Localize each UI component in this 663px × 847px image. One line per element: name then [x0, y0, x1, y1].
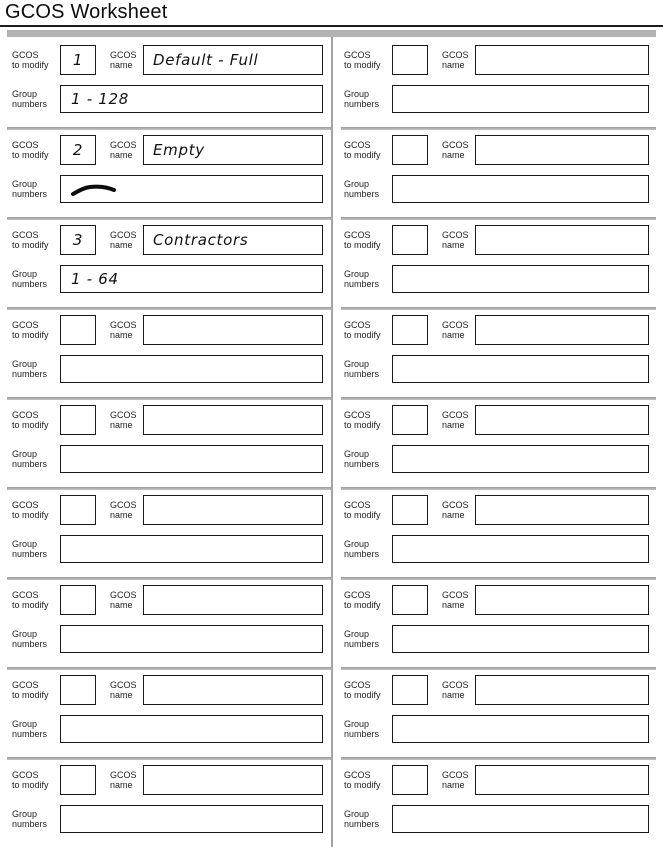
gcos-to-modify-label-line2: to modify — [12, 330, 49, 340]
gcos-name-label-line1: GCOS — [442, 590, 469, 600]
gcos-to-modify-label — [12, 140, 60, 160]
gcos-to-modify-label-line1: GCOS — [344, 140, 371, 150]
gcos-entry-block — [12, 307, 323, 397]
group-numbers-label-line2: numbers — [344, 549, 380, 559]
group-numbers-label — [12, 629, 60, 649]
page-title: GCOS Worksheet — [5, 1, 168, 23]
gcos-name-field[interactable] — [475, 495, 649, 525]
gcos-name-field[interactable] — [143, 675, 323, 705]
gcos-name-label — [110, 410, 143, 430]
gcos-entry-block — [12, 577, 323, 667]
gcos-to-modify-label — [344, 140, 392, 160]
gcos-name-label-line2: name — [110, 780, 133, 790]
group-numbers-field[interactable] — [392, 535, 649, 563]
gcos-name-label-line1: GCOS — [442, 500, 469, 510]
gcos-to-modify-label-line1: GCOS — [344, 680, 371, 690]
gcos-entry-block — [344, 307, 649, 397]
row-separator — [341, 307, 656, 310]
gcos-to-modify-label-line1: GCOS — [12, 590, 39, 600]
gcos-name-label-line1: GCOS — [442, 770, 469, 780]
group-numbers-field[interactable] — [60, 265, 323, 293]
group-numbers-value: 1 - 128 — [71, 90, 130, 108]
group-numbers-value: 1 - 64 — [71, 270, 119, 288]
group-numbers-label-line1: Group — [344, 359, 370, 369]
gcos-to-modify-field[interactable] — [60, 225, 96, 255]
gcos-name-label-line2: name — [442, 600, 465, 610]
group-numbers-field[interactable] — [392, 355, 649, 383]
group-numbers-label — [344, 629, 392, 649]
group-numbers-field[interactable] — [392, 85, 649, 113]
group-numbers-label — [12, 179, 60, 199]
row-separator — [7, 577, 331, 580]
gcos-name-label-line2: name — [442, 150, 465, 160]
group-numbers-label — [344, 809, 392, 829]
gcos-name-label — [442, 410, 475, 430]
gcos-name-label-line1: GCOS — [442, 140, 469, 150]
gcos-to-modify-label-line1: GCOS — [12, 320, 39, 330]
gcos-to-modify-label-line2: to modify — [12, 780, 49, 790]
gcos-name-label-line1: GCOS — [442, 680, 469, 690]
group-numbers-label-line2: numbers — [344, 729, 380, 739]
gcos-name-field[interactable] — [143, 315, 323, 345]
gcos-entry-block — [12, 397, 323, 487]
gcos-to-modify-label-line1: GCOS — [12, 770, 39, 780]
gcos-to-modify-label-line2: to modify — [344, 600, 381, 610]
gcos-name-field[interactable] — [143, 495, 323, 525]
group-numbers-label — [12, 359, 60, 379]
gcos-name-field[interactable] — [475, 765, 649, 795]
gcos-name-field[interactable] — [143, 765, 323, 795]
gcos-to-modify-label — [12, 50, 60, 70]
gcos-to-modify-label-line2: to modify — [12, 600, 49, 610]
worksheet-right-column — [333, 37, 663, 847]
group-numbers-label — [12, 809, 60, 829]
group-numbers-label-line2: numbers — [344, 99, 380, 109]
group-numbers-field[interactable] — [60, 715, 323, 743]
row-separator — [7, 667, 331, 670]
gcos-name-label — [442, 770, 475, 790]
group-numbers-label-line1: Group — [344, 179, 370, 189]
gcos-to-modify-label — [344, 770, 392, 790]
gcos-name-label-line1: GCOS — [110, 50, 137, 60]
group-numbers-label — [12, 539, 60, 559]
gcos-name-label-line1: GCOS — [110, 230, 137, 240]
group-numbers-field[interactable] — [60, 445, 323, 473]
gcos-name-label — [110, 770, 143, 790]
gcos-name-label-line2: name — [110, 330, 133, 340]
group-numbers-field[interactable] — [60, 535, 323, 563]
row-separator — [341, 757, 656, 760]
gcos-to-modify-label-line2: to modify — [344, 330, 381, 340]
gcos-to-modify-field[interactable] — [60, 585, 96, 615]
group-numbers-label-line1: Group — [12, 179, 38, 189]
gcos-name-label-line1: GCOS — [110, 770, 137, 780]
gcos-to-modify-value: 1 — [72, 51, 84, 69]
gcos-to-modify-value: 3 — [72, 231, 84, 249]
gcos-name-label — [442, 590, 475, 610]
gcos-entry-block — [12, 127, 323, 217]
gcos-to-modify-label-line1: GCOS — [12, 140, 39, 150]
gcos-name-field[interactable] — [475, 315, 649, 345]
gcos-to-modify-field[interactable] — [392, 135, 428, 165]
gcos-name-label-line2: name — [442, 690, 465, 700]
group-numbers-label — [344, 359, 392, 379]
gcos-entry-block — [344, 217, 649, 307]
gcos-name-label-line1: GCOS — [110, 320, 137, 330]
group-numbers-field[interactable] — [392, 805, 649, 833]
group-numbers-field[interactable] — [392, 625, 649, 653]
gcos-name-label-line1: GCOS — [442, 230, 469, 240]
group-numbers-label-line2: numbers — [344, 369, 380, 379]
group-numbers-label-line2: numbers — [12, 459, 48, 469]
group-numbers-label-line2: numbers — [12, 369, 48, 379]
gcos-name-label — [442, 320, 475, 340]
gcos-name-field[interactable] — [475, 675, 649, 705]
gcos-to-modify-label-line1: GCOS — [12, 680, 39, 690]
gcos-to-modify-label-line2: to modify — [12, 240, 49, 250]
gcos-name-label — [110, 140, 143, 160]
gcos-to-modify-field[interactable] — [392, 45, 428, 75]
gcos-to-modify-label-line1: GCOS — [12, 230, 39, 240]
gcos-name-label-line2: name — [442, 420, 465, 430]
group-numbers-label-line1: Group — [12, 359, 38, 369]
group-numbers-label — [12, 269, 60, 289]
group-numbers-field[interactable] — [60, 805, 323, 833]
gcos-to-modify-field[interactable] — [392, 585, 428, 615]
group-numbers-label — [344, 179, 392, 199]
gcos-to-modify-label — [12, 770, 60, 790]
group-numbers-label-line2: numbers — [344, 459, 380, 469]
gcos-name-label — [442, 140, 475, 160]
group-numbers-label-line2: numbers — [344, 819, 380, 829]
row-separator — [341, 217, 656, 220]
group-numbers-label-line1: Group — [12, 539, 38, 549]
gcos-name-label — [110, 590, 143, 610]
group-numbers-label-line2: numbers — [12, 639, 48, 649]
gcos-name-label-line2: name — [110, 420, 133, 430]
gcos-name-label-line2: name — [110, 600, 133, 610]
gcos-to-modify-label — [344, 680, 392, 700]
gcos-name-label-line2: name — [110, 510, 133, 520]
row-separator — [7, 217, 331, 220]
gcos-entry-block — [344, 127, 649, 217]
group-numbers-label — [344, 89, 392, 109]
group-numbers-label-line1: Group — [12, 629, 38, 639]
gcos-to-modify-label-line1: GCOS — [12, 50, 39, 60]
gcos-to-modify-label-line1: GCOS — [344, 410, 371, 420]
worksheet-left-column — [0, 37, 331, 847]
group-numbers-label-line1: Group — [344, 629, 370, 639]
gcos-to-modify-label — [344, 230, 392, 250]
gcos-entry-block — [344, 487, 649, 577]
gcos-name-label — [110, 680, 143, 700]
group-numbers-label — [12, 89, 60, 109]
gcos-to-modify-value: 2 — [72, 141, 84, 159]
gcos-to-modify-label — [12, 590, 60, 610]
gcos-name-value: Default - Full — [153, 51, 259, 69]
gcos-entry-block — [344, 577, 649, 667]
gcos-to-modify-label-line1: GCOS — [344, 590, 371, 600]
gcos-name-label-line2: name — [442, 510, 465, 520]
gcos-to-modify-label-line1: GCOS — [344, 230, 371, 240]
gcos-to-modify-label — [12, 230, 60, 250]
row-separator — [7, 487, 331, 490]
group-numbers-label-line2: numbers — [12, 549, 48, 559]
group-numbers-label-line1: Group — [12, 89, 38, 99]
gcos-to-modify-field[interactable] — [392, 225, 428, 255]
gcos-name-label — [442, 50, 475, 70]
gcos-name-label — [442, 230, 475, 250]
group-numbers-field[interactable] — [60, 85, 323, 113]
group-numbers-label-line1: Group — [344, 269, 370, 279]
group-numbers-label-line1: Group — [344, 89, 370, 99]
gcos-name-field[interactable] — [475, 135, 649, 165]
gcos-name-label-line2: name — [442, 780, 465, 790]
group-numbers-field[interactable] — [392, 265, 649, 293]
gcos-entry-block — [12, 757, 323, 847]
gcos-name-label-line1: GCOS — [442, 320, 469, 330]
worksheet-grid — [0, 37, 663, 847]
gcos-name-label-line1: GCOS — [442, 50, 469, 60]
group-numbers-field[interactable] — [392, 715, 649, 743]
gcos-to-modify-label-line2: to modify — [344, 780, 381, 790]
row-separator — [341, 667, 656, 670]
gcos-to-modify-label-line1: GCOS — [344, 50, 371, 60]
group-numbers-label-line1: Group — [12, 719, 38, 729]
gcos-name-field[interactable] — [143, 225, 323, 255]
gcos-name-label-line1: GCOS — [110, 410, 137, 420]
gcos-to-modify-label-line1: GCOS — [344, 770, 371, 780]
gcos-name-value: Contractors — [153, 231, 249, 249]
title-underline — [0, 25, 663, 27]
group-numbers-label-line2: numbers — [12, 189, 48, 199]
group-numbers-label — [344, 449, 392, 469]
gcos-name-value: Empty — [153, 141, 205, 159]
gcos-name-label-line1: GCOS — [110, 590, 137, 600]
gcos-entry-block — [12, 217, 323, 307]
row-separator — [7, 307, 331, 310]
gcos-name-field[interactable] — [143, 405, 323, 435]
gcos-name-label — [110, 50, 143, 70]
gcos-name-field[interactable] — [475, 225, 649, 255]
gcos-name-label — [442, 500, 475, 520]
row-separator — [7, 757, 331, 760]
group-numbers-label-line1: Group — [344, 719, 370, 729]
gcos-name-label-line2: name — [110, 240, 133, 250]
group-numbers-label-line1: Group — [344, 809, 370, 819]
gcos-to-modify-label-line1: GCOS — [344, 320, 371, 330]
gcos-name-label-line1: GCOS — [110, 500, 137, 510]
group-numbers-label-line2: numbers — [12, 279, 48, 289]
gcos-to-modify-label — [344, 590, 392, 610]
gcos-to-modify-field[interactable] — [60, 675, 96, 705]
group-numbers-label — [344, 269, 392, 289]
gcos-to-modify-field[interactable] — [60, 405, 96, 435]
gcos-name-label-line2: name — [442, 330, 465, 340]
gcos-name-label — [442, 680, 475, 700]
group-numbers-label-line1: Group — [12, 449, 38, 459]
gcos-entry-block — [344, 667, 649, 757]
gcos-name-field[interactable] — [475, 585, 649, 615]
group-numbers-label-line2: numbers — [12, 819, 48, 829]
group-numbers-label-line2: numbers — [344, 279, 380, 289]
group-numbers-field[interactable] — [60, 175, 323, 203]
row-separator — [341, 127, 656, 130]
gcos-name-label — [110, 230, 143, 250]
group-numbers-label — [344, 719, 392, 739]
group-numbers-label-line2: numbers — [344, 639, 380, 649]
group-numbers-field[interactable] — [392, 445, 649, 473]
gcos-to-modify-field[interactable] — [60, 45, 96, 75]
gcos-name-label-line2: name — [110, 690, 133, 700]
gcos-to-modify-field[interactable] — [392, 315, 428, 345]
row-separator — [341, 397, 656, 400]
gcos-to-modify-label-line2: to modify — [12, 690, 49, 700]
gcos-to-modify-field[interactable] — [60, 135, 96, 165]
gcos-to-modify-label-line2: to modify — [12, 150, 49, 160]
gcos-to-modify-label — [344, 50, 392, 70]
group-numbers-label — [12, 449, 60, 469]
gcos-to-modify-label — [12, 410, 60, 430]
gcos-name-label — [110, 320, 143, 340]
scribble-mark — [71, 183, 117, 197]
gcos-to-modify-field[interactable] — [60, 315, 96, 345]
gcos-to-modify-field[interactable] — [392, 675, 428, 705]
group-numbers-label-line2: numbers — [12, 99, 48, 109]
group-numbers-label — [344, 539, 392, 559]
gcos-name-label-line1: GCOS — [110, 140, 137, 150]
gcos-to-modify-label-line2: to modify — [344, 60, 381, 70]
gcos-to-modify-field[interactable] — [392, 765, 428, 795]
gcos-to-modify-label-line2: to modify — [344, 420, 381, 430]
gcos-entry-block — [12, 487, 323, 577]
gcos-name-label-line2: name — [442, 240, 465, 250]
gcos-to-modify-label-line2: to modify — [344, 150, 381, 160]
gcos-to-modify-label — [344, 410, 392, 430]
gcos-name-label-line2: name — [110, 60, 133, 70]
gcos-to-modify-label — [12, 320, 60, 340]
gcos-entry-block — [344, 757, 649, 847]
gcos-entry-block — [344, 397, 649, 487]
gcos-name-field[interactable] — [475, 45, 649, 75]
top-divider-bar — [7, 30, 656, 37]
group-numbers-label-line1: Group — [12, 269, 38, 279]
group-numbers-label-line1: Group — [344, 539, 370, 549]
gcos-to-modify-field[interactable] — [392, 495, 428, 525]
gcos-name-label-line1: GCOS — [442, 410, 469, 420]
gcos-to-modify-label-line1: GCOS — [344, 500, 371, 510]
gcos-to-modify-label-line2: to modify — [344, 690, 381, 700]
gcos-name-field[interactable] — [143, 45, 323, 75]
gcos-entry-block — [12, 37, 323, 127]
gcos-name-field[interactable] — [143, 585, 323, 615]
group-numbers-field[interactable] — [392, 175, 649, 203]
gcos-to-modify-label-line2: to modify — [12, 420, 49, 430]
gcos-to-modify-label — [344, 320, 392, 340]
gcos-to-modify-label — [12, 680, 60, 700]
gcos-name-label-line2: name — [442, 60, 465, 70]
row-separator — [341, 487, 656, 490]
gcos-entry-block — [344, 37, 649, 127]
row-separator — [7, 127, 331, 130]
gcos-to-modify-label-line1: GCOS — [12, 500, 39, 510]
group-numbers-label-line2: numbers — [12, 729, 48, 739]
gcos-to-modify-field[interactable] — [392, 405, 428, 435]
gcos-to-modify-label — [12, 500, 60, 520]
gcos-name-label-line1: GCOS — [110, 680, 137, 690]
gcos-entry-block — [12, 667, 323, 757]
gcos-to-modify-label-line2: to modify — [12, 60, 49, 70]
group-numbers-field[interactable] — [60, 355, 323, 383]
gcos-to-modify-label — [344, 500, 392, 520]
gcos-to-modify-label-line2: to modify — [344, 240, 381, 250]
gcos-to-modify-field[interactable] — [60, 495, 96, 525]
gcos-name-field[interactable] — [143, 135, 323, 165]
gcos-name-field[interactable] — [475, 405, 649, 435]
gcos-to-modify-label-line2: to modify — [12, 510, 49, 520]
group-numbers-label-line1: Group — [344, 449, 370, 459]
gcos-to-modify-field[interactable] — [60, 765, 96, 795]
gcos-to-modify-label-line2: to modify — [344, 510, 381, 520]
row-separator — [7, 397, 331, 400]
group-numbers-label-line2: numbers — [344, 189, 380, 199]
gcos-to-modify-label-line1: GCOS — [12, 410, 39, 420]
group-numbers-field[interactable] — [60, 625, 323, 653]
row-separator — [341, 577, 656, 580]
group-numbers-label — [12, 719, 60, 739]
gcos-name-label-line2: name — [110, 150, 133, 160]
group-numbers-label-line1: Group — [12, 809, 38, 819]
gcos-name-label — [110, 500, 143, 520]
